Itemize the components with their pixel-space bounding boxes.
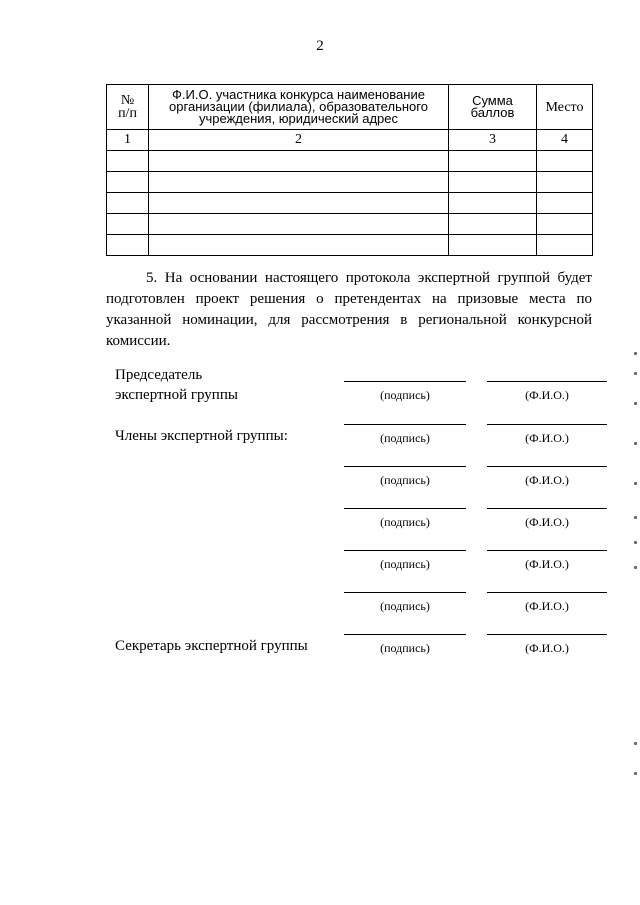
name-line <box>487 466 607 467</box>
scan-mark <box>634 372 637 375</box>
index-cell: 4 <box>537 130 593 151</box>
index-cell: 1 <box>107 130 149 151</box>
index-cell: 3 <box>449 130 537 151</box>
scan-mark <box>634 442 637 445</box>
signature-line <box>344 424 466 425</box>
scan-mark <box>634 566 637 569</box>
page-number: 2 <box>316 38 324 54</box>
table-row <box>107 193 593 214</box>
signature-line <box>344 592 466 593</box>
table-row <box>107 235 593 256</box>
name-line <box>487 381 607 382</box>
scan-mark <box>634 482 637 485</box>
header-score-sum: Сумма баллов <box>449 85 537 130</box>
name-caption: (Ф.И.О.) <box>525 557 569 571</box>
header-place: Место <box>537 85 593 130</box>
scan-mark <box>634 516 637 519</box>
signature-caption: (подпись) <box>380 473 430 487</box>
signature-line <box>344 550 466 551</box>
scan-mark <box>634 772 637 775</box>
chairman-label-line2: экспертной группы <box>115 387 238 403</box>
signature-line <box>344 466 466 467</box>
name-caption: (Ф.И.О.) <box>525 641 569 655</box>
scan-mark <box>634 541 637 544</box>
signature-line <box>344 634 466 635</box>
table-header-row <box>107 85 593 130</box>
name-line <box>487 424 607 425</box>
table-row <box>107 214 593 235</box>
name-line <box>487 550 607 551</box>
name-caption: (Ф.И.О.) <box>525 599 569 613</box>
header-number: № п/п <box>107 85 149 130</box>
signature-line <box>344 508 466 509</box>
name-line <box>487 634 607 635</box>
results-table <box>106 84 593 256</box>
signature-caption: (подпись) <box>380 388 430 402</box>
name-caption: (Ф.И.О.) <box>525 515 569 529</box>
name-line <box>487 592 607 593</box>
secretary-label: Секретарь экспертной группы <box>115 638 308 654</box>
scan-mark <box>634 352 637 355</box>
chairman-label-line1: Председатель <box>115 367 203 383</box>
signature-line <box>344 381 466 382</box>
name-caption: (Ф.И.О.) <box>525 431 569 445</box>
table-row <box>107 151 593 172</box>
paragraph-5: 5. На основании настоящего протокола экспертной группой будет подготовлен проект решения о претендентах на призовые места по указанной номинации, для рассмотрения в региональной конкурсной комиссии. <box>106 270 592 349</box>
name-line <box>487 508 607 509</box>
signature-caption: (подпись) <box>380 641 430 655</box>
signature-caption: (подпись) <box>380 557 430 571</box>
signature-caption: (подпись) <box>380 431 430 445</box>
index-cell: 2 <box>149 130 449 151</box>
signature-caption: (подпись) <box>380 515 430 529</box>
scan-mark <box>634 402 637 405</box>
table-row <box>107 172 593 193</box>
table-index-row <box>107 130 593 151</box>
scan-mark <box>634 742 637 745</box>
header-participant: Ф.И.О. участника конкурса наименование организации (филиала), образовательного учреждения, юридический адрес <box>149 85 449 130</box>
members-label: Члены экспертной группы: <box>115 428 288 444</box>
signature-caption: (подпись) <box>380 599 430 613</box>
name-caption: (Ф.И.О.) <box>525 473 569 487</box>
name-caption: (Ф.И.О.) <box>525 388 569 402</box>
